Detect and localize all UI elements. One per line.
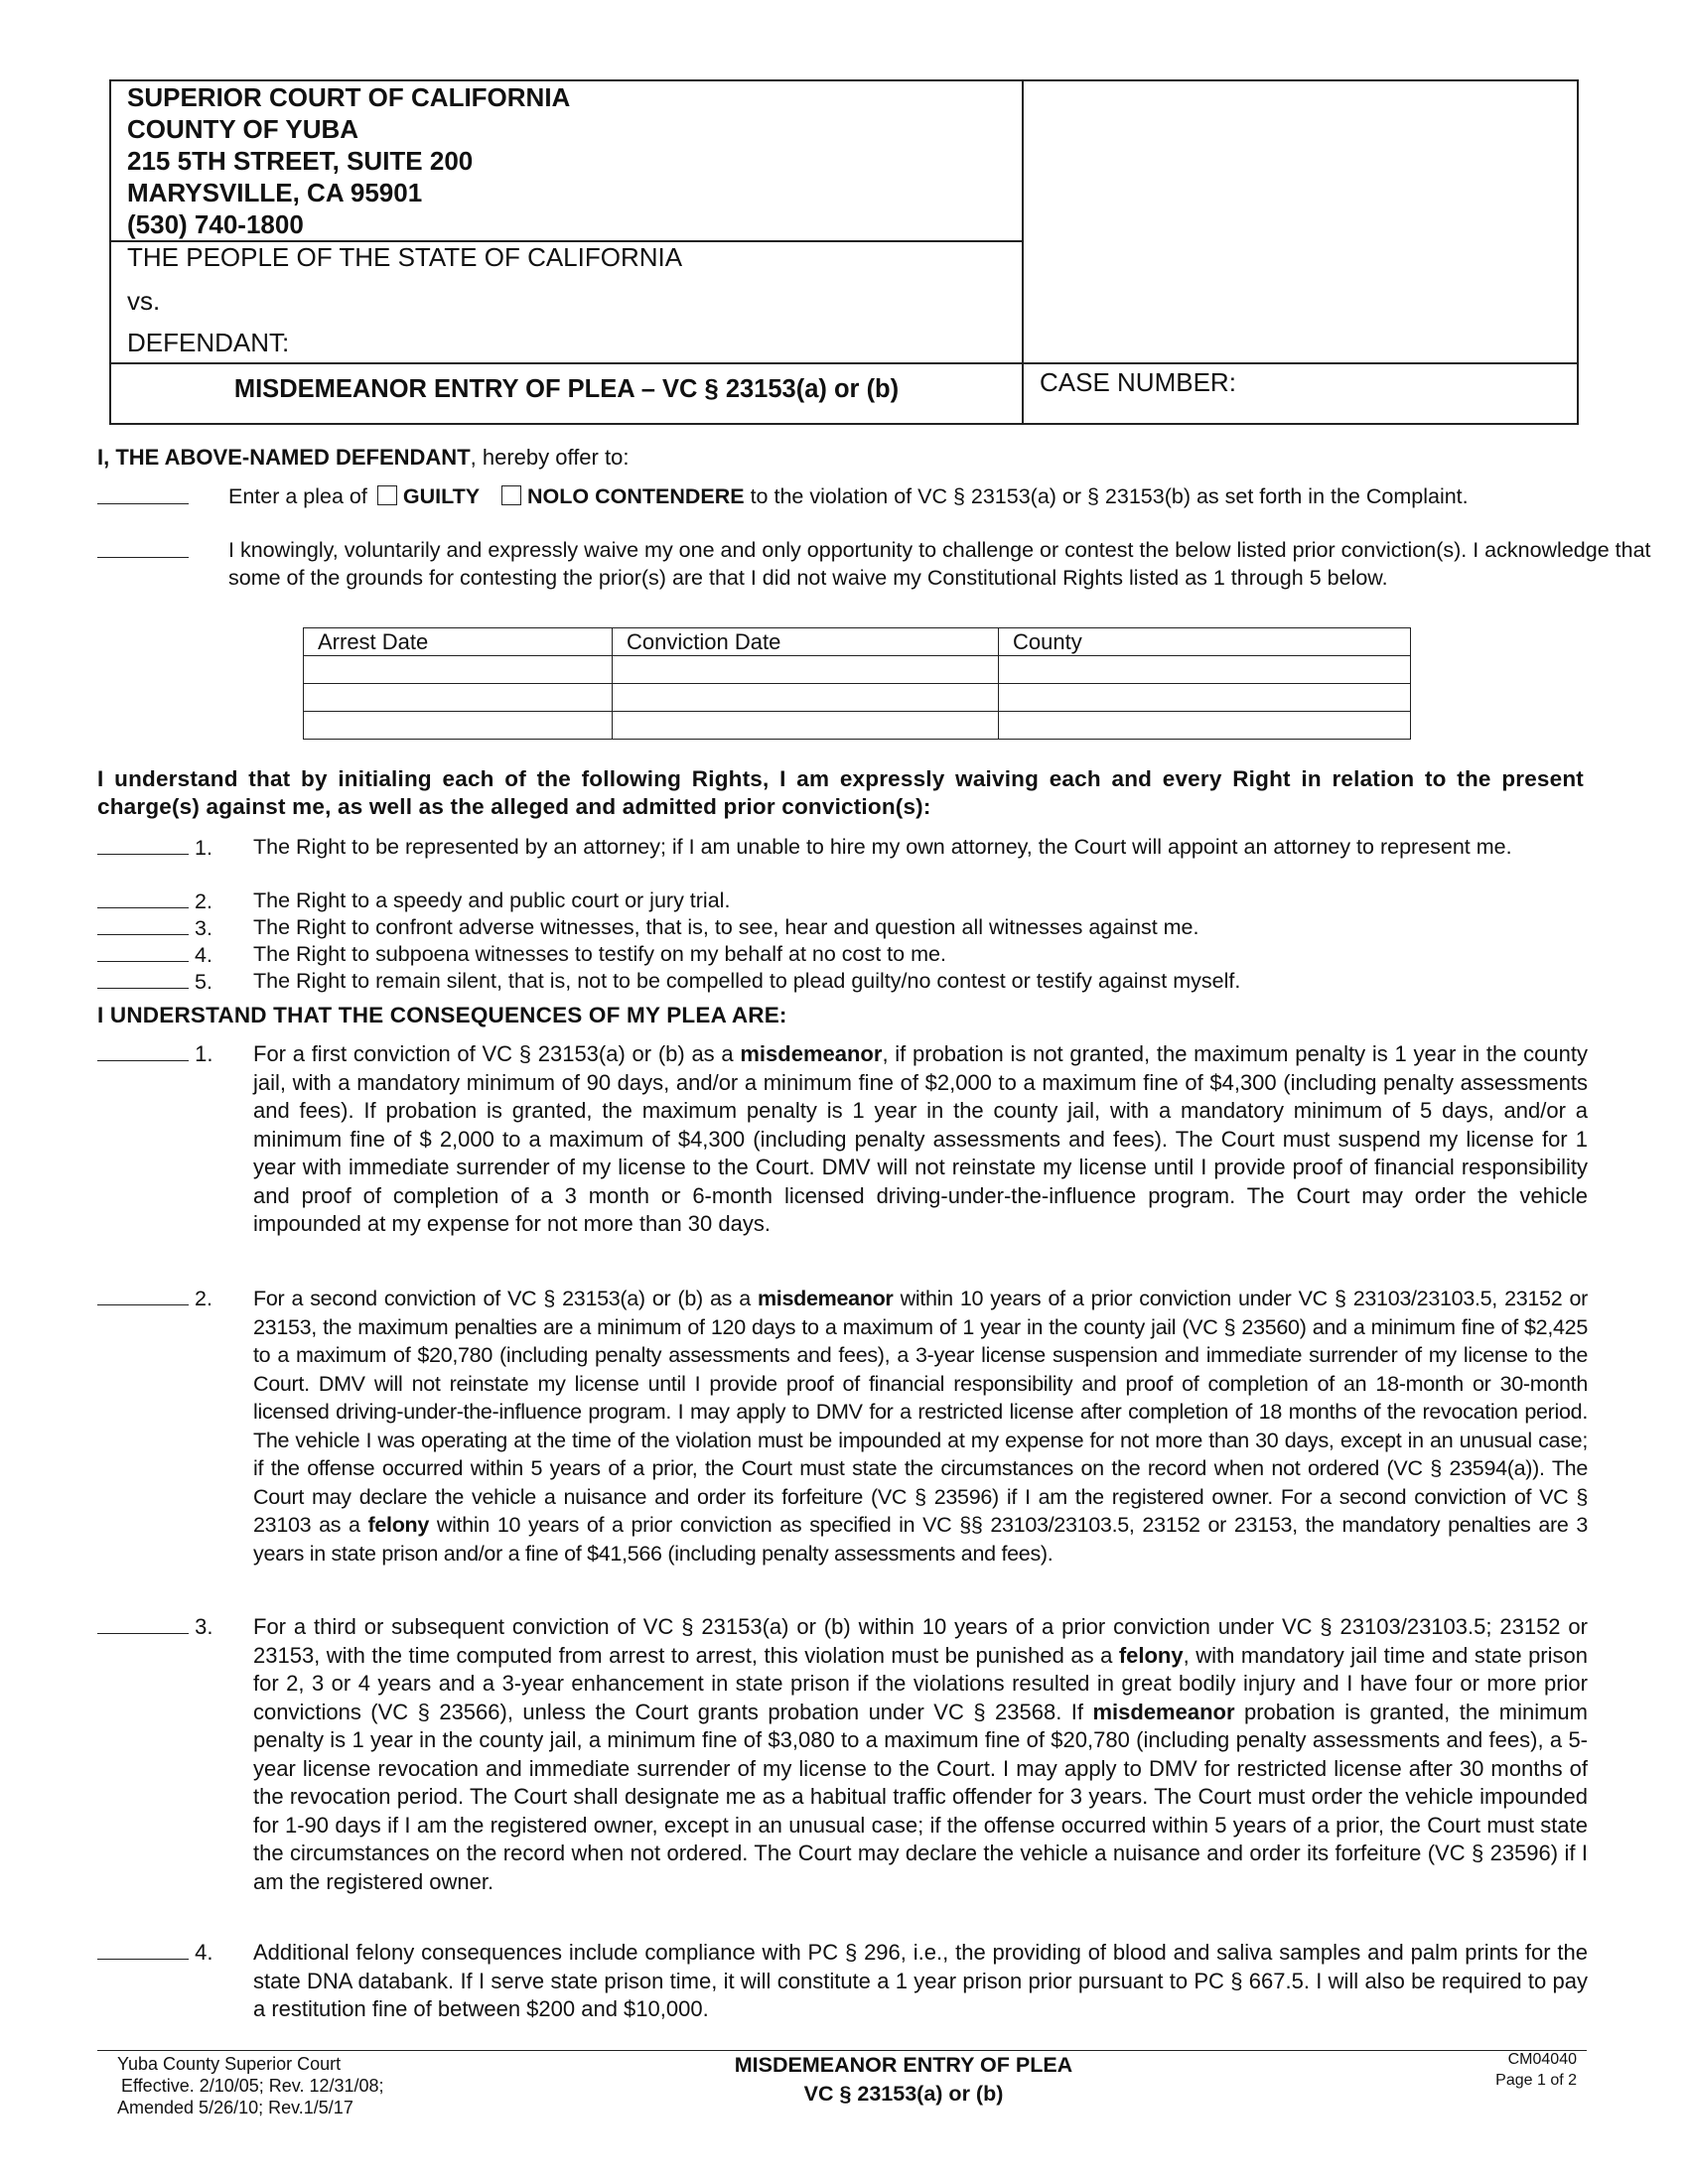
nolo-label: NOLO CONTENDERE — [527, 484, 745, 508]
item-number: 4. — [195, 1940, 213, 1965]
initial-line[interactable] — [97, 941, 189, 962]
plea-text — [228, 483, 1683, 511]
item-number: 4. — [194, 943, 212, 967]
plaintiff-label: THE PEOPLE OF THE STATE OF CALIFORNIA — [127, 242, 683, 272]
header-county: County — [999, 628, 1411, 656]
defendant-field[interactable]: DEFENDANT: — [127, 328, 290, 357]
initial-line[interactable] — [97, 968, 189, 989]
right-text: The Right to remain silent, that is, not to be compelled to plead guilty/no contest or testify against myself. — [253, 969, 1241, 993]
table-header-row — [304, 628, 1411, 656]
header-conviction-date: Conviction Date — [613, 628, 999, 656]
initial-line[interactable] — [97, 483, 189, 504]
case-header-box — [109, 79, 1579, 425]
court-name: SUPERIOR COURT OF CALIFORNIA — [127, 82, 571, 112]
table-row — [304, 656, 1411, 684]
right-text: The Right to confront adverse witnesses, that is, to see, hear and question all witnesses against me. — [253, 915, 1199, 939]
consequence-text: For a second conviction of VC § 23153(a) or (b) as a misdemeanor within 10 years of a prior conviction under VC § 23103/23103.5, 23152 or 23153, the maximum penalties are a minimum of 120 days to a maximum of 1 year in the county jail (VC § 23560) and a minimum fine of $2,425 to a maximum of $20,780 (including penalty assessments and fees), a 3-year license suspension and immediate surrender of my license to the Court. DMV will not reinstate my license until I provide proof of financial responsibility and proof of completion of an 18-month or 30-month licensed driving-under-the-influence program. I may apply to DMV for a restricted license after completion of 18 months of the revocation period. The vehicle I was operating at the time of the violation must be impounded at my expense for not more than 30 days, except in an unusual case; if the offense occurred within 5 years of a prior, the Court must state the circumstances on the record when not ordered (VC § 23594(a)). The Court may declare the vehicle a nuisance and order its forfeiture (VC § 23596) if I am the registered owner. For a second conviction of VC § 23103 as a felony within 10 years of a prior conviction as specified in VC §§ 23103/23103.5, 23152 or 23153, the mandatory penalties are 3 years in state prison and/or a fine of $41,566 (including penalty assessments and fees). — [253, 1287, 1588, 1566]
consequence-text: For a first conviction of VC § 23153(a) or (b) as a misdemeanor, if probation is not granted, the maximum penalty is 1 year in the county jail, with a mandatory minimum of 90 days, and/or a minimum fine of $2,000 to a maximum fine of $4,300 (including penalty assessments and fees). If probation is granted, the maximum penalty is 1 year in the county jail, with a mandatory minimum of 5 days, and/or a minimum fine of $ 2,000 to a maximum of $4,300 (including penalty assessments and fees). The Court must suspend my license for 1 year with immediate surrender of my license to the Court. DMV will not reinstate my license until I provide proof of financial responsibility and proof of completion of a 3 month or 6-month licensed driving-under-the-influence program. The Court may order the vehicle impounded at my expense for not more than 30 days. — [253, 1041, 1588, 1236]
item-number: 2. — [194, 889, 212, 913]
footer-title: MISDEMEANOR ENTRY OF PLEA — [734, 2053, 1073, 2077]
rights-heading: I understand that by initialing each of the following Rights, I am expressly waiving each and every Right in relation to the present charge(s) against me, as well as the alleged and admitted prior conviction(s): — [97, 766, 1584, 819]
prior-convictions-table — [303, 627, 1411, 740]
footer-left — [117, 2053, 384, 2118]
plea-prefix: Enter a plea of — [228, 484, 367, 508]
court-address-block — [127, 81, 570, 240]
arrest-date-cell[interactable] — [304, 656, 613, 684]
conviction-date-cell[interactable] — [613, 656, 999, 684]
page-number: Page 1 of 2 — [1495, 2072, 1577, 2089]
court-street: 215 5TH STREET, SUITE 200 — [127, 146, 474, 176]
versus-label: vs. — [127, 286, 161, 316]
consequence-text: Additional felony consequences include compliance with PC § 296, i.e., the providing of blood and saliva samples and palm prints for the state DNA databank. If I serve state prison time, it will constitute a 1 year prison prior pursuant to PC § 667.5. I will also be required to pay a restitution fine of between $200 and $10,000. — [253, 1940, 1588, 2021]
right-text: The Right to be represented by an attorney; if I am unable to hire my own attorney, the Court will appoint an attorney to represent me. — [253, 835, 1512, 859]
county-cell[interactable] — [999, 684, 1411, 712]
footer-court: Yuba County Superior Court — [117, 2054, 342, 2074]
case-number-field[interactable]: CASE NUMBER: — [1040, 367, 1236, 397]
right-text: The Right to subpoena witnesses to testify on my behalf at no cost to me. — [253, 942, 946, 966]
county-cell[interactable] — [999, 712, 1411, 740]
table-row — [304, 684, 1411, 712]
footer-amended: Amended 5/26/10; Rev.1/5/17 — [117, 2098, 353, 2117]
item-number: 1. — [194, 836, 212, 860]
footer-effective: Effective. 2/10/05; Rev. 12/31/08; — [121, 2076, 384, 2096]
table-row — [304, 712, 1411, 740]
initial-line[interactable] — [97, 887, 189, 908]
item-number: 5. — [194, 970, 212, 994]
court-phone: (530) 740-1800 — [127, 209, 304, 239]
nolo-checkbox[interactable] — [501, 485, 521, 505]
item-number: 2. — [194, 1287, 212, 1310]
conviction-date-cell[interactable] — [613, 684, 999, 712]
footer-right — [1370, 2049, 1577, 2091]
court-city: MARYSVILLE, CA 95901 — [127, 178, 423, 207]
item-number: 3. — [195, 1614, 213, 1639]
form-code: CM04040 — [1507, 2051, 1577, 2068]
right-text: The Right to a speedy and public court or jury trial. — [253, 888, 731, 912]
intro-rest: , hereby offer to: — [470, 445, 630, 470]
intro-lead: I, THE ABOVE-NAMED DEFENDANT — [97, 445, 471, 470]
waiver-text: I knowingly, voluntarily and expressly waive my one and only opportunity to challenge or contest the below listed prior conviction(s). I acknowledge that some of the grounds for contesting the prior(s) are that I did not waive my Constitutional Rights listed as 1 through 5 below. — [228, 538, 1651, 590]
county-cell[interactable] — [999, 656, 1411, 684]
guilty-checkbox[interactable] — [377, 485, 397, 505]
guilty-label: GUILTY — [402, 484, 481, 508]
arrest-date-cell[interactable] — [304, 712, 613, 740]
court-county: COUNTY OF YUBA — [127, 114, 359, 144]
header-arrest-date: Arrest Date — [304, 628, 613, 656]
footer-center — [596, 2051, 1211, 2109]
conviction-date-cell[interactable] — [613, 712, 999, 740]
initial-line[interactable] — [97, 1613, 189, 1634]
plea-suffix: to the violation of VC § 23153(a) or § 23153(b) as set forth in the Complaint. — [750, 484, 1469, 508]
intro-statement — [97, 444, 629, 472]
form-title: MISDEMEANOR ENTRY OF PLEA – VC § 23153(a) or (b) — [233, 375, 900, 403]
initial-line[interactable] — [97, 834, 189, 855]
initial-line[interactable] — [97, 1040, 189, 1061]
arrest-date-cell[interactable] — [304, 684, 613, 712]
consequence-text: For a third or subsequent conviction of VC § 23153(a) or (b) within 10 years of a prior conviction under VC § 23103/23103.5; 23152 or 23153, with the time computed from arrest to arrest, this violation must be punished as a felony, with mandatory jail time and state prison for 2, 3 or 4 years and a 3-year enhancement in state prison if the violations resulted in great bodily injury and I have four or more prior convictions (VC § 23566), unless the Court grants probation under VC § 23568. If misdemeanor probation is granted, the minimum penalty is 1 year in the county jail, a minimum fine of $3,080 to a maximum fine of $20,780 (including penalty assessments and fees), a 5-year license revocation and immediate surrender of my license to the Court. I may apply to DMV for restricted license after 30 months of the revocation period. The Court shall designate me as a habitual traffic offender for 3 years. The Court must order the vehicle impounded for 1-90 days if I am the registered owner, except in an unusual case; if the offense occurred within 5 years of a prior, the Court must state the circumstances on the record when not ordered. The Court may declare the vehicle a nuisance and order its forfeiture (VC § 23596) if I am the registered owner. — [253, 1614, 1588, 1894]
consequences-heading: I UNDERSTAND THAT THE CONSEQUENCES OF MY PLEA ARE: — [97, 1003, 787, 1027]
initial-line[interactable] — [97, 1939, 189, 1960]
initial-line[interactable] — [97, 537, 189, 558]
item-number: 1. — [195, 1041, 213, 1066]
initial-line[interactable] — [97, 1285, 189, 1305]
item-number: 3. — [194, 916, 212, 940]
initial-line[interactable] — [97, 914, 189, 935]
footer-subtitle: VC § 23153(a) or (b) — [803, 2082, 1004, 2106]
